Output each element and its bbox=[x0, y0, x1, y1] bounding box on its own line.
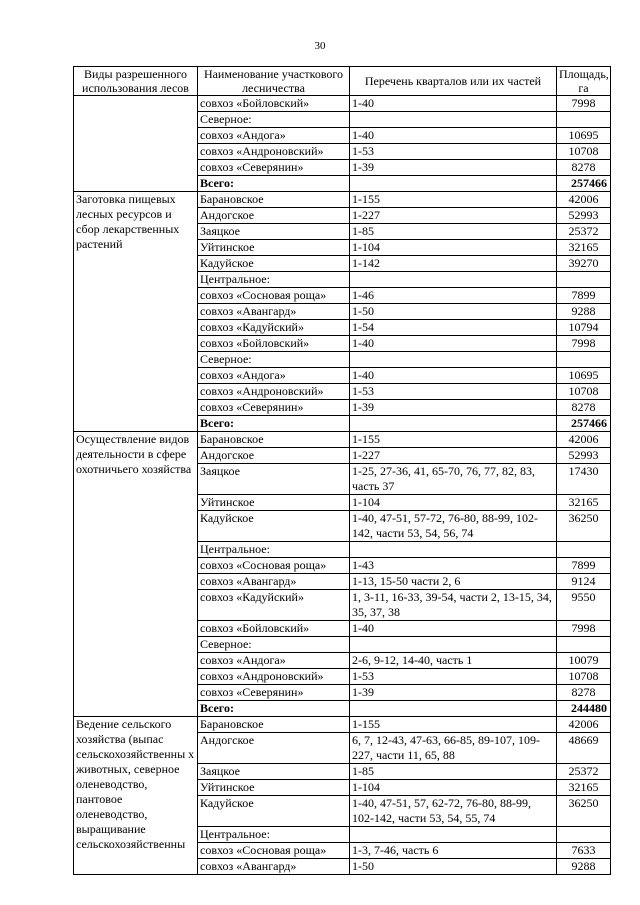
area-cell: 244480 bbox=[557, 701, 611, 717]
area-cell: 10708 bbox=[557, 384, 611, 400]
area-cell: 7998 bbox=[557, 336, 611, 352]
area-cell: 9288 bbox=[557, 859, 611, 875]
lesnichestvo-cell: совхоз «Авангард» bbox=[198, 304, 350, 320]
header-lesnichestvo: Наименование участкового лесничества bbox=[198, 67, 350, 96]
lesnichestvo-cell: совхоз «Сосновая роща» bbox=[198, 558, 350, 574]
area-cell: 10695 bbox=[557, 368, 611, 384]
lesnichestvo-cell: Кадуйское bbox=[198, 256, 350, 272]
lesnichestvo-cell: совхоз «Сосновая роща» bbox=[198, 843, 350, 859]
lesnichestvo-cell: совхоз «Андога» bbox=[198, 128, 350, 144]
quarters-cell: 1-227 bbox=[350, 448, 557, 464]
quarters-cell bbox=[350, 637, 557, 653]
lesnichestvo-cell: Центральное: bbox=[198, 827, 350, 843]
header-category: Виды разрешенного использования лесов bbox=[74, 67, 198, 96]
quarters-cell bbox=[350, 416, 557, 432]
lesnichestvo-cell: Центральное: bbox=[198, 542, 350, 558]
table-row bbox=[74, 96, 611, 112]
quarters-cell: 1-104 bbox=[350, 780, 557, 796]
area-cell: 7998 bbox=[557, 621, 611, 637]
lesnichestvo-cell: Северное: bbox=[198, 352, 350, 368]
quarters-cell: 1-142 bbox=[350, 256, 557, 272]
lesnichestvo-cell: Уйтинское bbox=[198, 240, 350, 256]
area-cell: 36250 bbox=[557, 796, 611, 827]
lesnichestvo-cell: совхоз «Бойловский» bbox=[198, 621, 350, 637]
quarters-cell: 1-46 bbox=[350, 288, 557, 304]
area-cell: 7899 bbox=[557, 558, 611, 574]
quarters-cell: 1-54 bbox=[350, 320, 557, 336]
area-cell: 8278 bbox=[557, 685, 611, 701]
area-cell: 25372 bbox=[557, 224, 611, 240]
area-cell: 9288 bbox=[557, 304, 611, 320]
quarters-cell: 1-53 bbox=[350, 144, 557, 160]
quarters-cell bbox=[350, 701, 557, 717]
area-cell: 10708 bbox=[557, 669, 611, 685]
area-cell: 10079 bbox=[557, 653, 611, 669]
quarters-cell: 1-40 bbox=[350, 621, 557, 637]
quarters-cell bbox=[350, 176, 557, 192]
quarters-cell: 1-40 bbox=[350, 128, 557, 144]
quarters-cell: 1-85 bbox=[350, 224, 557, 240]
category-cell bbox=[74, 96, 198, 192]
area-cell: 7633 bbox=[557, 843, 611, 859]
area-cell: 257466 bbox=[557, 176, 611, 192]
area-cell: 42006 bbox=[557, 432, 611, 448]
forest-use-table bbox=[73, 66, 611, 875]
lesnichestvo-cell: совхоз «Сосновая роща» bbox=[198, 288, 350, 304]
area-cell: 36250 bbox=[557, 511, 611, 542]
quarters-cell: 1-3, 7-46, часть 6 bbox=[350, 843, 557, 859]
quarters-cell bbox=[350, 827, 557, 843]
quarters-cell: 1-13, 15-50 части 2, 6 bbox=[350, 574, 557, 590]
area-cell bbox=[557, 112, 611, 128]
area-cell: 52993 bbox=[557, 448, 611, 464]
lesnichestvo-cell: Всего: bbox=[198, 701, 350, 717]
quarters-cell: 1-155 bbox=[350, 192, 557, 208]
page-number: 30 bbox=[314, 40, 326, 52]
lesnichestvo-cell: совхоз «Андроновский» bbox=[198, 384, 350, 400]
area-cell: 48669 bbox=[557, 733, 611, 764]
area-cell: 52993 bbox=[557, 208, 611, 224]
area-cell bbox=[557, 827, 611, 843]
area-cell: 10794 bbox=[557, 320, 611, 336]
quarters-cell: 1-50 bbox=[350, 859, 557, 875]
quarters-cell bbox=[350, 112, 557, 128]
quarters-cell bbox=[350, 352, 557, 368]
quarters-cell: 1, 3-11, 16-33, 39-54, части 2, 13-15, 34, 35, 37, 38 bbox=[350, 590, 557, 621]
table-row bbox=[74, 192, 611, 208]
lesnichestvo-cell: Андогское bbox=[198, 208, 350, 224]
lesnichestvo-cell: совхоз «Авангард» bbox=[198, 859, 350, 875]
quarters-cell: 1-40 bbox=[350, 368, 557, 384]
lesnichestvo-cell: совхоз «Андога» bbox=[198, 368, 350, 384]
lesnichestvo-cell: Кадуйское bbox=[198, 511, 350, 542]
lesnichestvo-cell: совхоз «Авангард» bbox=[198, 574, 350, 590]
lesnichestvo-cell: Центральное: bbox=[198, 272, 350, 288]
lesnichestvo-cell: Барановское bbox=[198, 432, 350, 448]
area-cell bbox=[557, 272, 611, 288]
lesnichestvo-cell: совхоз «Северянин» bbox=[198, 160, 350, 176]
area-cell: 32165 bbox=[557, 780, 611, 796]
area-cell bbox=[557, 352, 611, 368]
lesnichestvo-cell: совхоз «Бойловский» bbox=[198, 336, 350, 352]
area-cell: 7998 bbox=[557, 96, 611, 112]
lesnichestvo-cell: совхоз «Андроновский» bbox=[198, 669, 350, 685]
quarters-cell: 6, 7, 12-43, 47-63, 66-85, 89-107, 109-227, части 11, 65, 88 bbox=[350, 733, 557, 764]
lesnichestvo-cell: совхоз «Бойловский» bbox=[198, 96, 350, 112]
quarters-cell: 1-25, 27-36, 41, 65-70, 76, 77, 82, 83, часть 37 bbox=[350, 464, 557, 495]
area-cell: 10695 bbox=[557, 128, 611, 144]
quarters-cell: 1-40, 47-51, 57, 62-72, 76-80, 88-99, 102-142, части 53, 54, 55, 74 bbox=[350, 796, 557, 827]
table-row bbox=[74, 432, 611, 448]
quarters-cell: 2-6, 9-12, 14-40, часть 1 bbox=[350, 653, 557, 669]
area-cell: 7899 bbox=[557, 288, 611, 304]
lesnichestvo-cell: совхоз «Кадуйский» bbox=[198, 590, 350, 621]
lesnichestvo-cell: совхоз «Андроновский» bbox=[198, 144, 350, 160]
lesnichestvo-cell: Северное: bbox=[198, 637, 350, 653]
lesnichestvo-cell: совхоз «Северянин» bbox=[198, 685, 350, 701]
category-cell: Заготовка пищевых лесных ресурсов и сбор лекарственных растений bbox=[74, 192, 198, 432]
lesnichestvo-cell: совхоз «Северянин» bbox=[198, 400, 350, 416]
quarters-cell: 1-40 bbox=[350, 336, 557, 352]
area-cell bbox=[557, 637, 611, 653]
area-cell: 39270 bbox=[557, 256, 611, 272]
lesnichestvo-cell: Заяцкое bbox=[198, 764, 350, 780]
area-cell: 17430 bbox=[557, 464, 611, 495]
lesnichestvo-cell: Всего: bbox=[198, 416, 350, 432]
area-cell: 25372 bbox=[557, 764, 611, 780]
area-cell: 257466 bbox=[557, 416, 611, 432]
header-area: Площадь, га bbox=[557, 67, 611, 96]
table-row bbox=[74, 717, 611, 733]
lesnichestvo-cell: Уйтинское bbox=[198, 780, 350, 796]
quarters-cell: 1-85 bbox=[350, 764, 557, 780]
lesnichestvo-cell: Барановское bbox=[198, 192, 350, 208]
area-cell: 8278 bbox=[557, 400, 611, 416]
lesnichestvo-cell: Уйтинское bbox=[198, 495, 350, 511]
area-cell: 9550 bbox=[557, 590, 611, 621]
area-cell: 8278 bbox=[557, 160, 611, 176]
lesnichestvo-cell: Андогское bbox=[198, 448, 350, 464]
table-header-row bbox=[74, 67, 611, 96]
table-body bbox=[74, 96, 611, 875]
area-cell: 42006 bbox=[557, 717, 611, 733]
quarters-cell: 1-227 bbox=[350, 208, 557, 224]
quarters-cell: 1-39 bbox=[350, 685, 557, 701]
lesnichestvo-cell: Заяцкое bbox=[198, 224, 350, 240]
quarters-cell: 1-39 bbox=[350, 400, 557, 416]
lesnichestvo-cell: Барановское bbox=[198, 717, 350, 733]
quarters-cell: 1-104 bbox=[350, 240, 557, 256]
lesnichestvo-cell: совхоз «Андога» bbox=[198, 653, 350, 669]
area-cell: 9124 bbox=[557, 574, 611, 590]
header-quarters: Перечень кварталов или их частей bbox=[350, 67, 557, 96]
quarters-cell bbox=[350, 272, 557, 288]
quarters-cell: 1-40 bbox=[350, 96, 557, 112]
quarters-cell: 1-155 bbox=[350, 432, 557, 448]
quarters-cell: 1-40, 47-51, 57-72, 76-80, 88-99, 102-142, части 53, 54, 56, 74 bbox=[350, 511, 557, 542]
lesnichestvo-cell: Северное: bbox=[198, 112, 350, 128]
category-cell: Осуществление видов деятельности в сфере охотничьего хозяйства bbox=[74, 432, 198, 717]
quarters-cell: 1-104 bbox=[350, 495, 557, 511]
area-cell: 42006 bbox=[557, 192, 611, 208]
lesnichestvo-cell: совхоз «Кадуйский» bbox=[198, 320, 350, 336]
quarters-cell bbox=[350, 542, 557, 558]
quarters-cell: 1-53 bbox=[350, 384, 557, 400]
lesnichestvo-cell: Всего: bbox=[198, 176, 350, 192]
quarters-cell: 1-39 bbox=[350, 160, 557, 176]
quarters-cell: 1-53 bbox=[350, 669, 557, 685]
lesnichestvo-cell: Кадуйское bbox=[198, 796, 350, 827]
area-cell: 32165 bbox=[557, 240, 611, 256]
lesnichestvo-cell: Андогское bbox=[198, 733, 350, 764]
category-cell: Ведение сельского хозяйства (выпас сельскохозяйственны х животных, северное оленеводство, пантовое оленеводство, выращивание сельскохозяйственны bbox=[74, 717, 198, 875]
area-cell bbox=[557, 542, 611, 558]
quarters-cell: 1-155 bbox=[350, 717, 557, 733]
quarters-cell: 1-50 bbox=[350, 304, 557, 320]
lesnichestvo-cell: Заяцкое bbox=[198, 464, 350, 495]
quarters-cell: 1-43 bbox=[350, 558, 557, 574]
area-cell: 32165 bbox=[557, 495, 611, 511]
area-cell: 10708 bbox=[557, 144, 611, 160]
